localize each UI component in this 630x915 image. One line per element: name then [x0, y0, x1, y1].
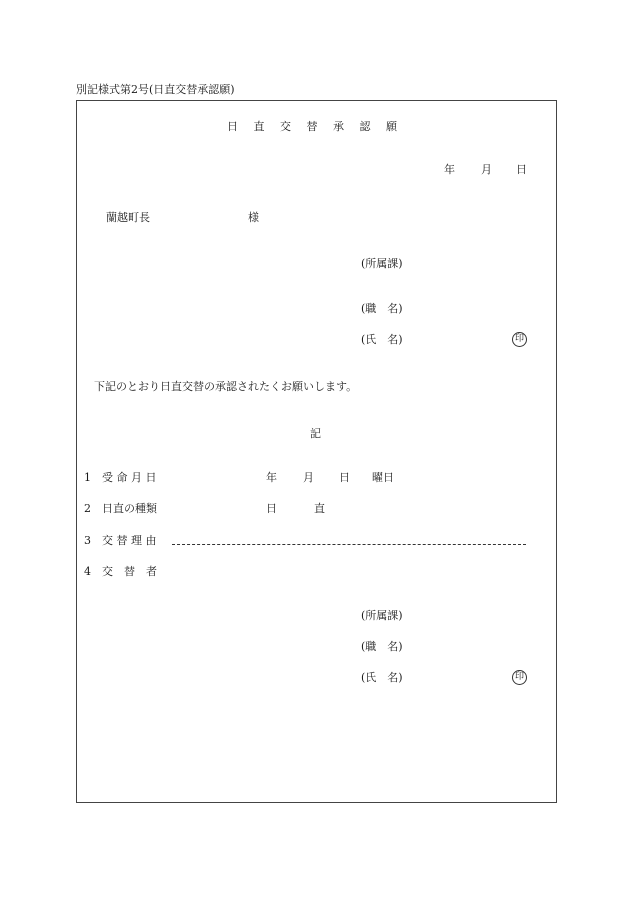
- applicant-name-label: (氏 名): [361, 333, 403, 346]
- item-4-number: 4: [84, 565, 91, 578]
- reason-dashed-line: [172, 544, 526, 545]
- item-4-label: 交 替 者: [102, 565, 157, 578]
- form-title: 日 直 交 替 承 認 願: [227, 120, 403, 133]
- item-1-year: 年: [266, 471, 277, 484]
- item-2-value-1: 日: [266, 502, 277, 515]
- form-label: 別記様式第2号(日直交替承認願): [76, 83, 235, 96]
- addressee-name: 蘭越町長: [106, 211, 150, 224]
- item-2-value-2: 直: [314, 502, 325, 515]
- form-frame: [76, 100, 557, 803]
- date-day-label: 日: [516, 163, 527, 176]
- item-1-number: 1: [84, 471, 91, 484]
- applicant-position-label: (職 名): [361, 302, 403, 315]
- substitute-seal-mark: 印: [512, 670, 527, 685]
- applicant-dept-label: (所属課): [361, 257, 403, 270]
- substitute-dept-label: (所属課): [361, 609, 403, 622]
- item-3-label: 交 替 理 由: [102, 534, 157, 547]
- item-3-number: 3: [84, 534, 91, 547]
- item-1-day: 日: [339, 471, 350, 484]
- item-1-weekday: 曜日: [372, 471, 394, 484]
- item-2-label: 日直の種類: [102, 502, 157, 515]
- substitute-position-label: (職 名): [361, 640, 403, 653]
- item-1-label: 受 命 月 日: [102, 471, 157, 484]
- request-text: 下記のとおり日直交替の承認されたくお願いします。: [94, 380, 358, 393]
- date-year-label: 年: [444, 163, 455, 176]
- item-2-number: 2: [84, 502, 91, 515]
- ki-heading: 記: [310, 427, 321, 440]
- date-month-label: 月: [481, 163, 492, 176]
- addressee-honorific: 様: [248, 211, 259, 224]
- substitute-name-label: (氏 名): [361, 671, 403, 684]
- applicant-seal-mark: 印: [512, 332, 527, 347]
- item-1-month: 月: [303, 471, 314, 484]
